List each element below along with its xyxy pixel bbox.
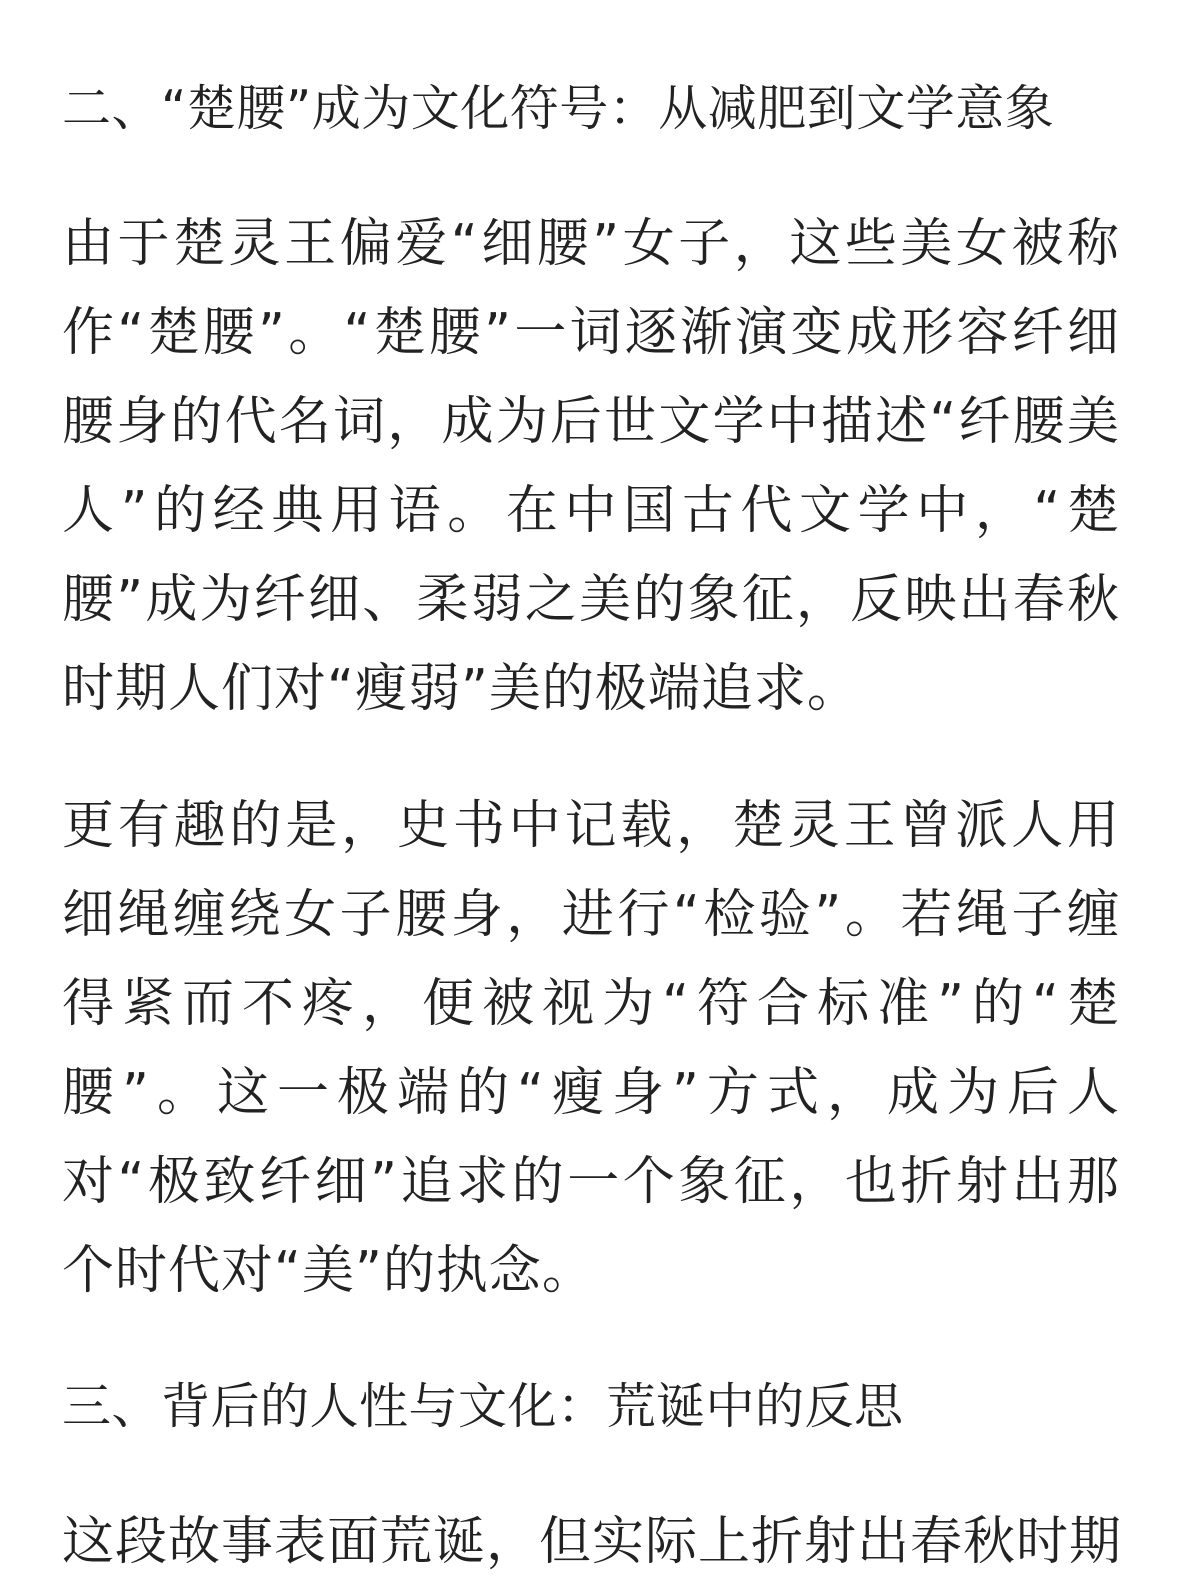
spacer bbox=[62, 1316, 1120, 1364]
paragraph-3-partial: 这段故事表面荒诞，但实际上折射出春秋时期 bbox=[62, 1512, 1123, 1572]
section-2-heading: 二、“楚腰”成为文化符号：从减肥到文学意象 bbox=[62, 80, 1055, 137]
spacer bbox=[62, 152, 1120, 200]
article-content bbox=[62, 66, 1123, 1587]
spacer bbox=[62, 1450, 1120, 1498]
paragraph-2: 更有趣的是，史书中记载，楚灵王曾派人用细绳缠绕女子腰身，进行“检验”。若绳子缠得紧而不疼，便被视为“符合标准”的“楚腰”。这一极端的“瘦身”方式，成为后人对“极致纤细”追求的一个象征，也折射出那个时代对“美”的执念。 bbox=[62, 796, 1120, 1301]
paragraph-1: 由于楚灵王偏爱“细腰”女子，这些美女被称作“楚腰”。“楚腰”一词逐渐演变成形容纤细腰身的代名词，成为后世文学中描述“纤腰美人”的经典用语。在中国古代文学中，“楚腰”成为纤细、柔弱之美的象征，反映出春秋时期人们对“瘦弱”美的极端追求。 bbox=[62, 214, 1120, 719]
spacer bbox=[62, 734, 1120, 782]
section-3-heading: 三、背后的人性与文化：荒诞中的反思 bbox=[62, 1378, 904, 1435]
